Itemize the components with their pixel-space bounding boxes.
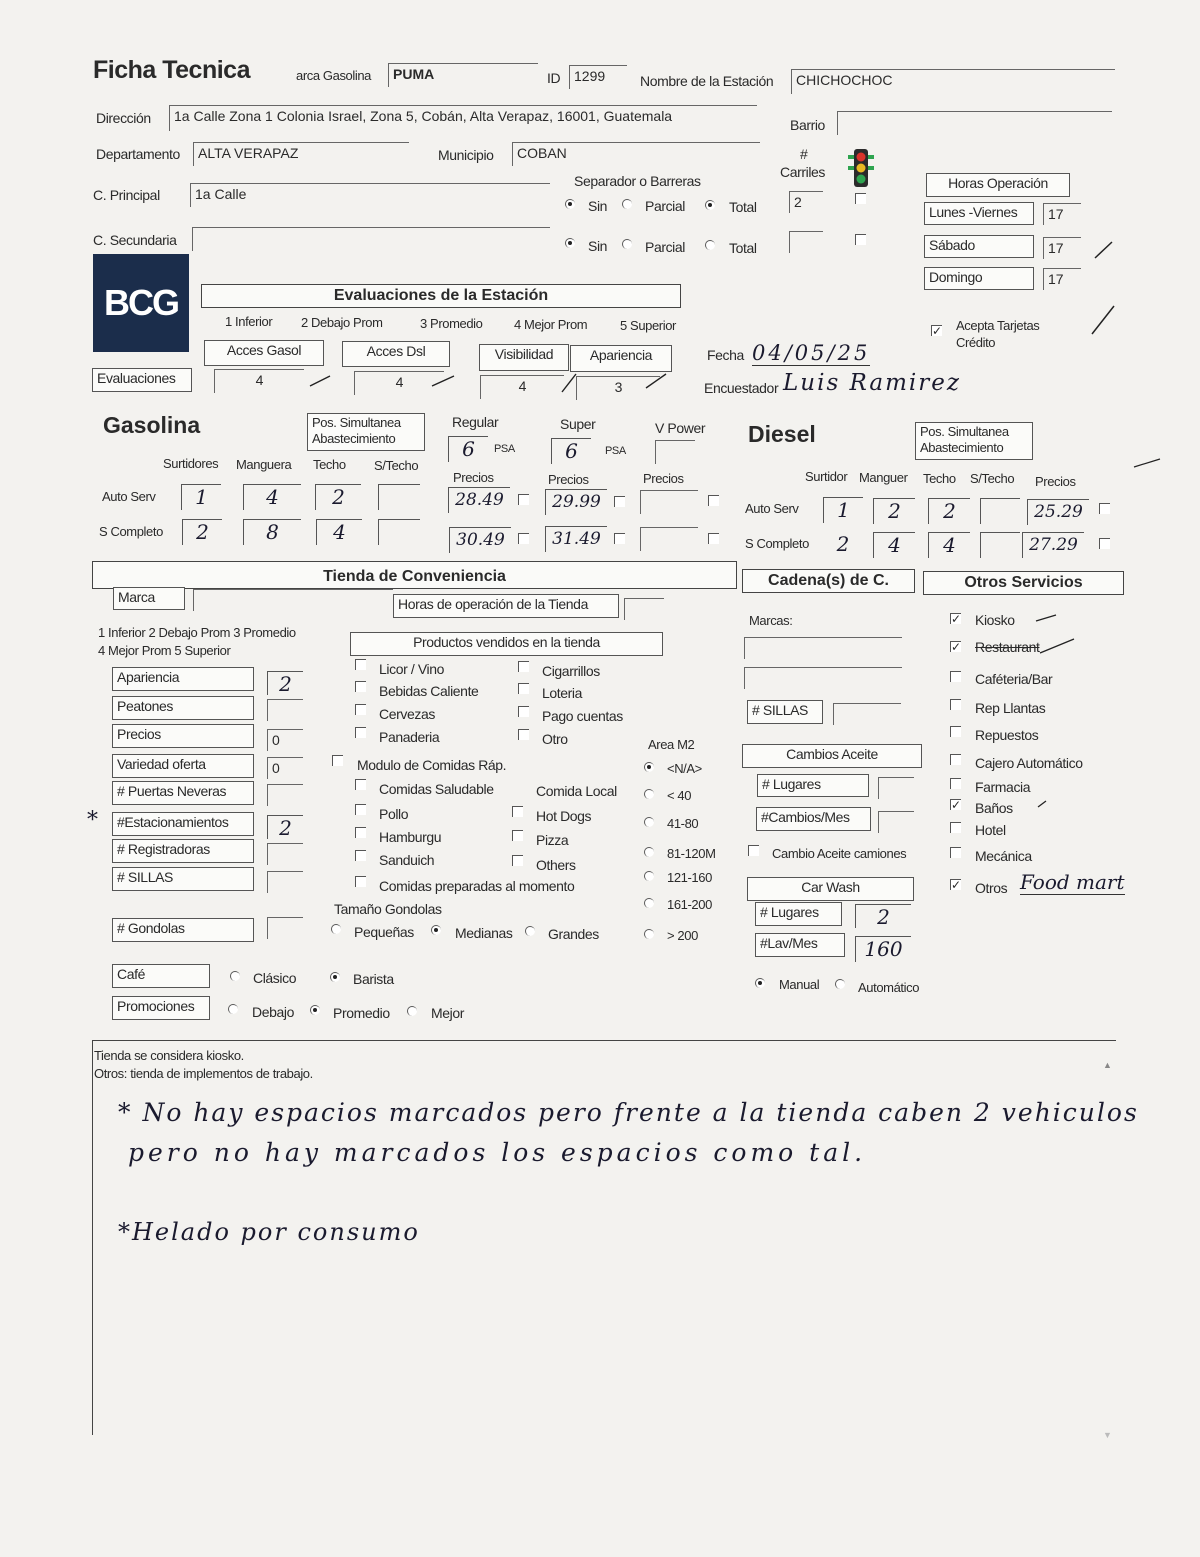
comida-checkbox[interactable]: [355, 804, 366, 815]
manual-label: Manual: [779, 977, 820, 992]
carriles2-field[interactable]: [789, 231, 823, 253]
regular-label: Regular: [452, 414, 499, 430]
notes-top-line: [92, 1040, 1116, 1041]
otros-note[interactable]: Food mart: [1020, 870, 1125, 894]
comida-checkbox[interactable]: [512, 830, 523, 841]
otros-servicios-title: Otros Servicios: [923, 571, 1124, 595]
services-pen-marks-icon: [1030, 605, 1090, 815]
estacion-field[interactable]: CHICHOCHOC: [791, 69, 1115, 94]
tamano-radio[interactable]: [525, 926, 535, 936]
comida-label: Hot Dogs: [536, 808, 592, 824]
cafe-label: Café: [112, 964, 210, 988]
comida-saludable-label: Comidas Saludable: [379, 781, 494, 797]
encuestador-label: Encuestador: [704, 380, 779, 396]
gas-full-techo[interactable]: 4: [316, 519, 362, 545]
c-principal-label: C. Principal: [93, 187, 160, 203]
diesel-full-price[interactable]: 27.29: [1022, 532, 1084, 558]
servicio-checkbox[interactable]: ✓: [951, 612, 962, 626]
rating-value[interactable]: 0: [267, 757, 303, 779]
diesel-precios-label: Precios: [1035, 474, 1076, 489]
tamano-option: Medianas: [455, 925, 513, 941]
eval-scale-3: 3 Promedio: [420, 316, 483, 331]
area-option: <N/A>: [667, 761, 702, 776]
cadena-marca-field-1[interactable]: [744, 637, 902, 659]
area-radio[interactable]: [644, 817, 654, 827]
diesel-full-surt[interactable]: 2: [836, 532, 850, 556]
productos-title: Productos vendidos en la tienda: [350, 632, 663, 656]
producto-label: Licor / Vino: [379, 661, 444, 677]
tienda-title: Tienda de Conveniencia: [92, 561, 737, 589]
tienda-scale-2: 4 Mejor Prom 5 Superior: [98, 643, 231, 658]
scroll-down-icon[interactable]: ▼: [1103, 1430, 1112, 1440]
diesel-full-techo[interactable]: 4: [928, 532, 970, 558]
diesel-surtidor-label: Surtidor: [805, 469, 848, 484]
rating-label: Apariencia: [112, 667, 254, 691]
area-label: Area M2: [648, 737, 695, 752]
separador1-total-radio[interactable]: [705, 200, 715, 210]
surtidores-label: Surtidores: [163, 456, 219, 471]
traffic-light-icon: [845, 147, 877, 189]
promo-radio[interactable]: [310, 1005, 320, 1015]
evaluaciones-label: Evaluaciones: [92, 368, 192, 392]
pen-marks-icon: [1090, 230, 1120, 340]
barrio-label: Barrio: [790, 117, 825, 133]
gas-auto-surt[interactable]: 1: [181, 484, 221, 510]
camiones-checkbox[interactable]: [748, 845, 759, 856]
estacion-label: Nombre de la Estación: [640, 73, 774, 89]
camiones-label: Cambio Aceite camiones: [772, 846, 907, 861]
cambios-aceite-title: Cambios Aceite: [742, 744, 922, 768]
diesel-stecho-label: S/Techo: [970, 471, 1015, 486]
departamento-field[interactable]: ALTA VERAPAZ: [193, 142, 409, 166]
separador2-parcial-radio[interactable]: [622, 239, 632, 249]
rating-label: Variedad oferta: [112, 754, 254, 778]
eval-scale-2: 2 Debajo Prom: [301, 315, 383, 330]
tarjetas-label-1: Acepta Tarjetas: [956, 318, 1040, 333]
promo-radio[interactable]: [407, 1006, 417, 1016]
domingo-label: Domingo: [924, 267, 1034, 290]
area-option: 121-160: [667, 870, 712, 885]
cadena-sillas-field[interactable]: [833, 703, 901, 725]
producto-checkbox[interactable]: [518, 683, 529, 694]
lunes-viernes-label: Lunes -Viernes: [924, 202, 1034, 225]
tienda-horas-label: Horas de operación de la Tienda: [393, 594, 619, 618]
area-radio[interactable]: [644, 789, 654, 799]
bcg-logo: BCG: [93, 254, 189, 352]
separador2-sin-label: Sin: [588, 238, 608, 254]
servicio-checkbox[interactable]: ✓: [951, 878, 962, 892]
vpower-label: V Power: [655, 420, 706, 436]
gas-full-mang[interactable]: 8: [243, 519, 301, 545]
super-psa-label: PSA: [605, 445, 626, 457]
regular-psa-label: PSA: [494, 443, 515, 455]
c-principal-field[interactable]: 1a Calle: [190, 183, 550, 207]
marca-field[interactable]: PUMA: [388, 63, 538, 87]
notes-line-1: Tienda se considera kiosko.: [94, 1048, 244, 1063]
precios-vpower-label: Precios: [643, 471, 684, 486]
municipio-field[interactable]: COBAN: [512, 142, 760, 166]
modulo-checkbox[interactable]: [332, 755, 343, 766]
tienda-scale-1: 1 Inferior 2 Debajo Prom 3 Promedio: [98, 625, 296, 640]
gas-full-surt[interactable]: 2: [182, 519, 222, 545]
servicio-checkbox[interactable]: [950, 726, 961, 737]
diesel-full-check[interactable]: [1099, 538, 1110, 549]
cw-lav-field[interactable]: 160: [855, 936, 911, 962]
gondolas-field[interactable]: [267, 917, 303, 939]
comida-checkbox[interactable]: [512, 855, 523, 866]
producto-label: Cigarrillos: [542, 663, 600, 679]
comida-saludable-checkbox[interactable]: [355, 779, 366, 790]
area-radio[interactable]: [644, 929, 654, 939]
notes-left-line: [92, 1040, 93, 1435]
gas-full-vpower-price[interactable]: [640, 527, 698, 551]
super-label: Super: [560, 416, 596, 432]
servicio-label: Farmacia: [975, 779, 1031, 795]
vpower-psa-field[interactable]: [655, 440, 695, 464]
rating-value[interactable]: [267, 871, 303, 893]
comida-checkbox[interactable]: [512, 806, 523, 817]
domingo-field[interactable]: 17: [1043, 268, 1081, 290]
diesel-full-stecho[interactable]: [980, 532, 1020, 558]
producto-checkbox[interactable]: [518, 706, 529, 717]
servicio-checkbox[interactable]: ✓: [951, 798, 962, 812]
carriles-label: Carriles: [780, 164, 826, 180]
area-radio[interactable]: [644, 847, 654, 857]
gasolina-pos-line1: Pos. Simultanea: [312, 415, 401, 430]
gas-full-super-check[interactable]: [614, 533, 625, 544]
automatico-radio[interactable]: [835, 979, 845, 989]
gasolina-title: Gasolina: [103, 412, 201, 438]
servicio-checkbox[interactable]: [950, 778, 961, 789]
servicio-label: Restaurant: [975, 639, 1040, 655]
area-option: < 40: [667, 788, 692, 803]
servicio-checkbox[interactable]: [950, 847, 961, 858]
producto-label: Bebidas Caliente: [379, 683, 479, 699]
diesel-auto-stecho[interactable]: [980, 498, 1020, 524]
gasolina-pos-line2: Abastecimiento: [312, 431, 396, 446]
servicio-checkbox[interactable]: ✓: [951, 640, 962, 654]
evaluaciones-title: Evaluaciones de la Estación: [201, 284, 681, 308]
gas-auto-label: Auto Serv: [102, 489, 156, 504]
carriles2-checkbox[interactable]: [855, 234, 866, 245]
diesel-full-label: S Completo: [745, 536, 809, 551]
tamano-radio[interactable]: [431, 925, 441, 935]
servicio-checkbox[interactable]: [950, 671, 961, 682]
mangueras-label: Manguera: [236, 457, 292, 472]
cadena-marca-field-2[interactable]: [744, 667, 902, 689]
id-field[interactable]: 1299: [569, 65, 627, 89]
acces-gasol-label: Acces Gasol: [204, 340, 324, 366]
diesel-auto-label: Auto Serv: [745, 501, 799, 516]
separador1-sin-label: Sin: [588, 198, 608, 214]
separador1-total-label: Total: [729, 199, 757, 215]
techo-label: Techo: [313, 457, 346, 472]
comidas-preparadas-checkbox[interactable]: [355, 876, 366, 887]
fecha-value[interactable]: 04/05/25: [752, 341, 871, 365]
gas-full-label: S Completo: [99, 524, 163, 539]
comida-checkbox[interactable]: [355, 827, 366, 838]
gas-auto-mang[interactable]: 4: [243, 484, 301, 510]
encuestador-value[interactable]: Luis Ramirez: [783, 370, 962, 396]
promo-option: Promedio: [333, 1005, 390, 1021]
rating-label: # SILLAS: [112, 867, 254, 891]
rating-value[interactable]: [267, 699, 303, 721]
area-option: 161-200: [667, 897, 712, 912]
rating-label: Precios: [112, 724, 254, 748]
c-secundaria-label: C. Secundaria: [93, 232, 177, 248]
visibilidad-label: Visibilidad: [479, 344, 569, 371]
carwash-title: Car Wash: [747, 877, 914, 901]
servicio-label: Repuestos: [975, 727, 1039, 743]
cw-lugares-label: # Lugares: [755, 902, 842, 926]
cafe-radio[interactable]: [330, 972, 340, 982]
servicio-label: Caféteria/Bar: [975, 671, 1053, 687]
gas-auto-vpower-check[interactable]: [708, 495, 719, 506]
servicio-label: Kiosko: [975, 612, 1015, 628]
gas-auto-stecho[interactable]: [378, 484, 420, 510]
fecha-label: Fecha: [707, 347, 744, 363]
diesel-manguer-label: Manguer: [859, 470, 908, 485]
apariencia-label: Apariencia: [570, 345, 672, 372]
cw-lugares-field[interactable]: 2: [855, 904, 911, 928]
gas-auto-vpower-price[interactable]: [640, 490, 698, 514]
gasolina-pos-label: [307, 413, 425, 451]
rating-value[interactable]: 2: [267, 671, 303, 695]
rating-value[interactable]: 0: [267, 729, 303, 751]
gas-auto-regular-price[interactable]: 28.49: [448, 487, 510, 513]
comida-local-label: Comida Local: [536, 783, 617, 799]
area-radio[interactable]: [644, 898, 654, 908]
servicio-label: Hotel: [975, 822, 1006, 838]
promo-option: Mejor: [431, 1005, 465, 1021]
cadena-title: Cadena(s) de C.: [742, 569, 915, 593]
diesel-auto-check[interactable]: [1099, 503, 1110, 514]
eval-scale-4: 4 Mejor Prom: [514, 317, 588, 332]
sabado-label: Sábado: [924, 235, 1034, 258]
promociones-label: Promociones: [112, 996, 210, 1020]
tarjetas-label-2: Crédito: [956, 335, 996, 350]
comida-label: Pollo: [379, 806, 409, 822]
gas-full-super-price[interactable]: 31.49: [545, 526, 607, 552]
barrio-field[interactable]: [837, 111, 1112, 135]
producto-label: Cervezas: [379, 706, 435, 722]
asterisk-mark: *: [87, 808, 98, 833]
producto-checkbox[interactable]: [355, 659, 366, 670]
horas-operacion-title: Horas Operación: [926, 173, 1070, 197]
separador2-total-radio[interactable]: [705, 240, 715, 250]
direccion-label: Dirección: [96, 110, 151, 126]
tamano-label: Tamaño Gondolas: [334, 901, 442, 917]
cambios-mes-label: #Cambios/Mes: [756, 807, 871, 831]
gas-full-regular-price[interactable]: 30.49: [449, 527, 511, 553]
separador2-total-label: Total: [729, 240, 757, 256]
tarjetas-checkbox[interactable]: ✓: [932, 324, 943, 338]
diesel-pos-label: [915, 422, 1033, 460]
producto-label: Otro: [542, 731, 568, 747]
separador1-sin-radio[interactable]: [565, 199, 575, 209]
eval-scale-1: 1 Inferior: [225, 314, 273, 329]
cafe-option: Clásico: [253, 970, 297, 986]
producto-checkbox[interactable]: [355, 727, 366, 738]
diesel-auto-price[interactable]: 25.29: [1027, 499, 1089, 525]
comida-label: Sanduich: [379, 852, 435, 868]
sabado-field[interactable]: 17: [1043, 237, 1081, 259]
acces-dsl-label: Acces Dsl: [342, 341, 450, 367]
promo-radio[interactable]: [228, 1004, 238, 1014]
eval-pen-marks-icon: [300, 366, 680, 396]
rating-value[interactable]: [267, 784, 303, 806]
servicio-label: Otros: [975, 880, 1008, 896]
cafe-radio[interactable]: [230, 971, 240, 981]
producto-checkbox[interactable]: [518, 661, 529, 672]
gas-auto-super-price[interactable]: 29.99: [545, 489, 607, 515]
direccion-field[interactable]: 1a Calle Zona 1 Colonia Israel, Zona 5, Cobán, Alta Verapaz, 16001, Guatemala: [169, 105, 757, 131]
super-psa-value[interactable]: 6: [551, 438, 591, 464]
servicio-checkbox[interactable]: [950, 754, 961, 765]
rating-value[interactable]: 2: [267, 815, 303, 839]
servicio-checkbox[interactable]: [950, 699, 961, 710]
municipio-label: Municipio: [438, 147, 494, 163]
promo-option: Debajo: [252, 1004, 294, 1020]
cadena-marcas-label: Marcas:: [749, 613, 793, 628]
rating-value[interactable]: [267, 843, 303, 865]
diesel-full-mang[interactable]: 4: [873, 532, 915, 558]
regular-psa-value[interactable]: 6: [448, 436, 488, 462]
separador2-sin-radio[interactable]: [565, 238, 575, 248]
producto-label: Pago cuentas: [542, 708, 623, 724]
producto-checkbox[interactable]: [518, 729, 529, 740]
scroll-up-icon[interactable]: ▲: [1103, 1060, 1112, 1070]
servicio-label: Mecánica: [975, 848, 1032, 864]
lunes-viernes-field[interactable]: 17: [1043, 203, 1081, 225]
area-radio[interactable]: [644, 762, 654, 772]
manual-radio[interactable]: [755, 978, 765, 988]
servicio-label: Baños: [975, 800, 1013, 816]
handwritten-note-2: pero no hay marcados los espacios como tal.: [128, 1138, 867, 1167]
producto-label: Panaderia: [379, 729, 440, 745]
gas-full-vpower-check[interactable]: [708, 533, 719, 544]
precios-super-label: Precios: [548, 472, 589, 487]
separador1-parcial-radio[interactable]: [622, 199, 632, 209]
servicio-label: Cajero Automático: [975, 755, 1083, 771]
departamento-label: Departamento: [96, 146, 180, 162]
diesel-pen-mark-icon: [1132, 455, 1162, 471]
apariencia-value[interactable]: 3: [576, 376, 660, 400]
producto-checkbox[interactable]: [355, 704, 366, 715]
cafe-option: Barista: [353, 971, 394, 987]
diesel-pos-line1: Pos. Simultanea: [920, 424, 1009, 439]
cw-lav-label: #Lav/Mes: [755, 933, 845, 957]
area-radio[interactable]: [644, 871, 654, 881]
eval-scale-5: 5 Superior: [620, 318, 676, 333]
gas-auto-super-check[interactable]: [614, 496, 625, 507]
producto-checkbox[interactable]: [355, 681, 366, 692]
c-secundaria-field[interactable]: [192, 227, 550, 251]
cambios-mes-field[interactable]: [878, 811, 914, 833]
handwritten-note-1: * No hay espacios marcados pero frente a la tienda caben 2 vehiculos: [118, 1098, 1139, 1127]
tamano-option: Pequeñas: [354, 924, 414, 940]
gas-full-regular-check[interactable]: [518, 533, 529, 544]
comidas-preparadas-label: Comidas preparadas al momento: [379, 878, 575, 894]
rating-label: # Registradoras: [112, 839, 254, 863]
tienda-marca-label: Marca: [113, 587, 185, 610]
modulo-label: Modulo de Comidas Ráp.: [357, 757, 507, 773]
separador-label: Separador o Barreras: [574, 173, 701, 189]
producto-label: Loteria: [542, 685, 583, 701]
gas-auto-techo[interactable]: 2: [315, 484, 361, 510]
separador1-parcial-label: Parcial: [645, 198, 685, 214]
tienda-horas-field[interactable]: [624, 598, 664, 620]
comida-label: Hamburgu: [379, 829, 442, 845]
acces-gasol-value[interactable]: 4: [214, 369, 304, 393]
tamano-radio[interactable]: [331, 924, 341, 934]
area-option: 41-80: [667, 816, 699, 831]
servicio-label: Rep Llantas: [975, 700, 1046, 716]
comida-checkbox[interactable]: [355, 850, 366, 861]
area-option: 81-120M: [667, 846, 716, 861]
separador2-parcial-label: Parcial: [645, 239, 685, 255]
diesel-title: Diesel: [748, 421, 816, 447]
area-option: > 200: [667, 928, 698, 943]
tienda-marca-field[interactable]: [193, 589, 393, 611]
visibilidad-value[interactable]: 4: [480, 375, 564, 399]
rating-label: Peatones: [112, 696, 254, 720]
stecho-label: S/Techo: [374, 458, 419, 473]
carriles-label-hash: #: [800, 146, 808, 162]
cadena-sillas-label: # SILLAS: [747, 700, 823, 724]
automatico-label: Automático: [858, 980, 920, 995]
servicio-checkbox[interactable]: [950, 822, 961, 833]
carriles-checkbox[interactable]: [855, 193, 866, 204]
diesel-techo-label: Techo: [923, 471, 956, 486]
notes-line-2: Otros: tienda de implementos de trabajo.: [94, 1066, 313, 1081]
tamano-option: Grandes: [548, 926, 599, 942]
rating-label: #Estacionamientos: [112, 812, 254, 836]
gas-auto-regular-check[interactable]: [518, 494, 529, 505]
gas-full-stecho[interactable]: [378, 519, 420, 545]
carriles-field[interactable]: 2: [789, 191, 823, 213]
marca-label: arca Gasolina: [296, 68, 372, 83]
rating-label: # Puertas Neveras: [112, 781, 254, 805]
diesel-auto-surt[interactable]: 1: [823, 497, 863, 523]
cambios-lugares-field[interactable]: [878, 777, 914, 799]
gondolas-label: # Gondolas: [112, 918, 254, 942]
id-label: ID: [547, 70, 561, 86]
diesel-pos-line2: Abastecimiento: [920, 440, 1004, 455]
diesel-auto-mang[interactable]: 2: [873, 498, 915, 524]
handwritten-note-3: *Helado por consumo: [118, 1218, 420, 1246]
acces-dsl-value[interactable]: 4: [354, 371, 444, 395]
diesel-auto-techo[interactable]: 2: [928, 498, 970, 524]
comida-label: Pizza: [536, 832, 569, 848]
comida-label: Others: [536, 857, 576, 873]
form-title: Ficha Tecnica: [93, 56, 250, 84]
precios-regular-label: Precios: [453, 470, 494, 485]
cambios-lugares-label: # Lugares: [757, 774, 869, 797]
